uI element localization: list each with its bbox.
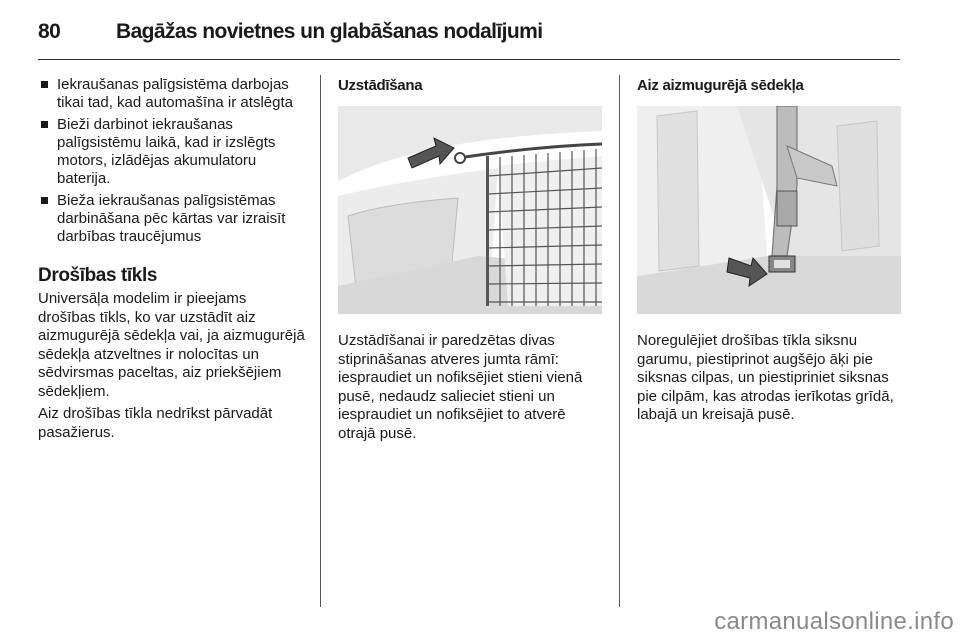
illustration-strap-floor-loop (637, 106, 901, 314)
section-heading-behind-rear-seat: Aiz aizmugurējā sēdekļa (637, 77, 804, 94)
illustration-net-installation (338, 106, 602, 314)
page-title: Bagāžas novietnes un glabāšanas nodalījumi (116, 20, 543, 43)
bullet-square-icon (41, 81, 48, 88)
section-heading-safety-net: Drošības tīkls (38, 265, 158, 286)
page-header (38, 20, 900, 46)
bullet-list (38, 76, 306, 246)
header-rule (38, 59, 900, 60)
column-divider-1 (320, 75, 321, 607)
page-number: 80 (38, 20, 61, 43)
paragraph: Uzstādīšanai ir paredzētas divas stiprināšanas atveres jumta rāmī: iespraudiet un nofiksējiet stieni vienā pusē, nedaudz salieciet stieni un iespraudiet un nofiksējiet to atverē otrajā pusē. (338, 332, 583, 442)
list-item: Bieža iekraušanas palīgsistēmas darbināšana pēc kārtas var izraisīt darbības traucējumus (38, 192, 306, 246)
column-divider-2 (619, 75, 620, 607)
paragraph: Universāļa modelim ir pieejams drošības tīkls, ko var uzstādīt aiz aizmugurējā sēdekļa vai, ja aizmugurējā sēdekļa atzveltnes ir nolocītas un sēdvirsmas paceltas, aiz priekšējiem sēdekļiem. (38, 290, 305, 400)
bullet-square-icon (41, 197, 48, 204)
section-heading-installation: Uzstādīšana (338, 77, 423, 94)
bullet-square-icon (41, 121, 48, 128)
paragraph: Noregulējiet drošības tīkla siksnu garumu, piestiprinot augšējo āķi pie siksnas cilpas, un piestipriniet siksnas pie cilpām, kas atrodas ierīkotas grīdā, labajā un kreisajā pusē. (637, 332, 894, 423)
list-item: Iekraušanas palīgsistēma darbojas tikai tad, kad automašīna ir atslēgta (38, 76, 306, 112)
list-item: Bieži darbinot iekraušanas palīgsistēmu laikā, kad ir izslēgts motors, izlādējas akumulatoru baterija. (38, 116, 306, 188)
column-3 (637, 76, 901, 429)
paragraph: Aiz drošības tīkla nedrīkst pārvadāt pasažierus. (38, 405, 273, 441)
column-2 (338, 76, 606, 447)
watermark: carmanualsonline.info (714, 608, 954, 635)
column-1 (38, 76, 306, 446)
